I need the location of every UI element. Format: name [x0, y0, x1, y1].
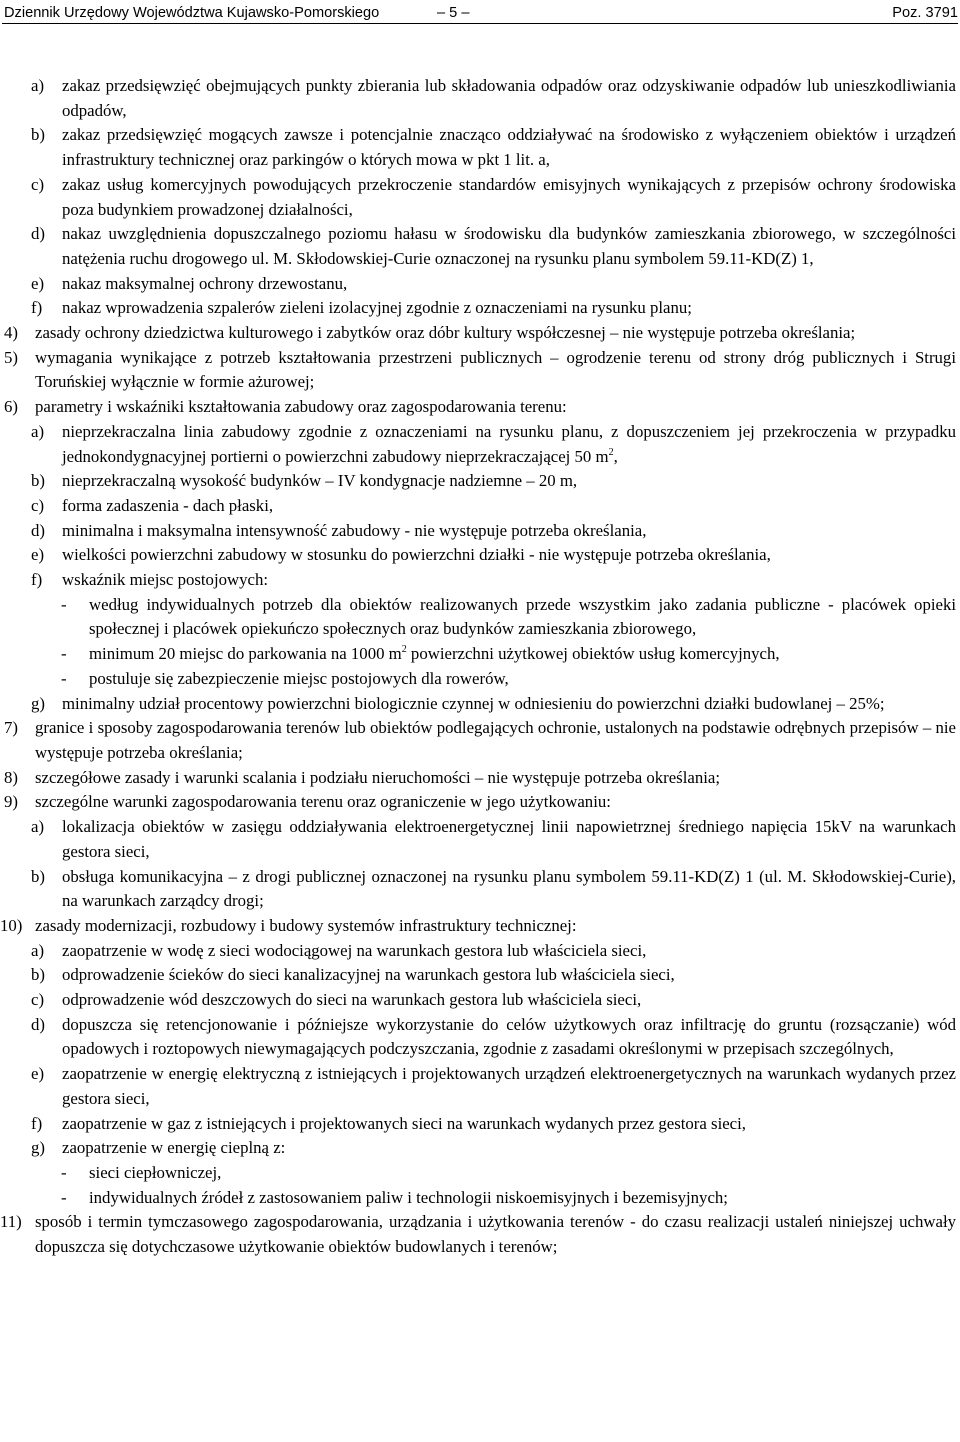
item-marker: a) — [31, 76, 45, 95]
bullet-item — [4, 1161, 956, 1186]
sub-list-item — [4, 74, 956, 123]
sub-list-item — [4, 815, 956, 864]
item-text: odprowadzenie wód deszczowych do sieci na warunkach gestora lub właściciela sieci, — [62, 990, 642, 1010]
sub-list-item — [4, 568, 956, 593]
item-text: nieprzekraczalna linia zabudowy zgodnie z oznaczeniami na rysunku planu, z dopuszczeniem jej przekroczenia w przypadku jednokondygnacyjnej portierni o powierzchni zabudowy nieprzekraczającej 50 m — [62, 421, 956, 466]
item-text: zakaz przedsięwzięć mogących zawsze i potencjalnie znacząco oddziaływać na środowisko z wyłączeniem obiektów i urządzeń infrastruktury technicznej oraz parkingów o których mowa w pkt 1 lit. a, — [62, 125, 956, 170]
sub-list-item — [4, 543, 956, 568]
sub-list-item — [4, 1062, 956, 1111]
item-marker: a) — [31, 817, 45, 837]
item-marker: e) — [31, 273, 45, 293]
item-text: lokalizacja obiektów w zasięgu oddziaływania elektroenergetycznej linii napowietrznej średniego napięcia 15kV na warunkach gestora sieci, — [62, 817, 956, 861]
item-marker: e) — [31, 545, 45, 565]
item-text: wielkości powierzchni zabudowy w stosunku do powierzchni działki - nie występuje potrzeba określania, — [62, 545, 771, 565]
item-text: zaopatrzenie w energię cieplną z: — [62, 1138, 286, 1158]
item-marker: g) — [31, 693, 45, 713]
item-text: odprowadzenie ścieków do sieci kanalizacyjnej na warunkach gestora lub właściciela sieci, — [62, 965, 675, 985]
sub-list-item — [4, 692, 956, 717]
sub-list-item — [4, 272, 956, 297]
item-text: zakaz przedsięwzięć obejmujących punkty zbierania lub składowania odpadów oraz odzyskiwanie odpadów lub unieszkodliwiania odpadów, — [62, 76, 956, 120]
item-marker: a) — [31, 940, 45, 960]
sub-list-item — [4, 1013, 956, 1062]
item-marker: - — [61, 594, 67, 614]
page-header — [4, 2, 958, 24]
sub-list-item — [4, 173, 956, 222]
item-marker: 6) — [4, 397, 18, 417]
item-marker: b) — [31, 125, 45, 145]
item-marker: d) — [31, 520, 45, 540]
item-text: szczegółowe zasady i warunki scalania i podziału nieruchomości – nie występuje potrzeba określania; — [35, 767, 720, 787]
sub-list-item — [4, 123, 956, 172]
item-text: zaopatrzenie w gaz z istniejących i projektowanych sieci na warunkach wydanych przez gestora sieci, — [62, 1113, 746, 1133]
sub-list-item — [4, 1112, 956, 1137]
bullet-item — [4, 593, 956, 642]
item-text: nakaz uwzględnienia dopuszczalnego poziomu hałasu w środowisku dla budynków zamieszkania zbiorowego, w szczególności natężenia ruchu drogowego ul. M. Skłodowskiej-Curie oznaczonej na rysunku planu symbolem 59.11-KD(Z) 1, — [62, 224, 956, 268]
list-item — [4, 321, 956, 346]
item-marker: b) — [31, 866, 45, 886]
item-marker: c) — [31, 495, 45, 515]
item-text: wymagania wynikające z potrzeb kształtowania przestrzeni publicznych – ogrodzenie terenu od strony dróg publicznych i Strugi Toruńskiej wyłącznie w formie ażurowej; — [35, 347, 956, 392]
item-text: forma zadaszenia - dach płaski, — [62, 495, 274, 515]
page-number: – 5 – — [437, 5, 470, 21]
sub-list-item — [4, 963, 956, 988]
item-text: sposób i termin tymczasowego zagospodarowania, urządzania i użytkowania terenów - do czasu realizacji ustaleń niniejszej uchwały dopuszcza się dotychczasowe użytkowanie obiektów budowlanych i terenów; — [35, 1212, 956, 1257]
item-marker: - — [61, 644, 67, 664]
item-text: według indywidualnych potrzeb dla obiektów realizowanych przede wszystkim jako zadania publiczne - placówek opieki społecznej i placówek opiekuńczo społecznych oraz budynków zamieszkania zbiorowego, — [89, 594, 956, 639]
item-text-continued: , — [613, 446, 618, 466]
bullet-item — [4, 1186, 956, 1211]
item-marker: e) — [31, 1064, 45, 1084]
item-marker: d) — [31, 1014, 45, 1034]
list-item — [4, 790, 956, 815]
list-item — [4, 346, 956, 395]
item-marker: - — [61, 1187, 67, 1207]
item-text: zakaz usług komercyjnych powodujących przekroczenie standardów emisyjnych wynikających z przepisów ochrony środowiska poza budynkiem prowadzonej działalności, — [62, 174, 956, 219]
item-marker: b) — [31, 471, 45, 491]
item-text: minimalny udział procentowy powierzchni biologicznie czynnej w odniesieniu do powierzchni działki budowlanej – 25%; — [62, 693, 885, 713]
sub-list-item — [4, 469, 956, 494]
item-text: wskaźnik miejsc postojowych: — [62, 570, 269, 590]
sub-list-item — [4, 865, 956, 914]
item-marker: 7) — [4, 718, 18, 738]
item-text: obsługa komunikacyjna – z drogi publicznej oznaczonej na rysunku planu symbolem 59.11-KD(Z) 1 (ul. M. Skłodowskiej-Curie), na warunkach zarządcy drogi; — [62, 866, 956, 911]
journal-title: Dziennik Urzędowy Województwa Kujawsko-Pomorskiego — [4, 5, 380, 21]
header-rule — [2, 23, 958, 24]
item-text-continued: powierzchni użytkowej obiektów usług komercyjnych, — [406, 644, 780, 664]
item-marker: c) — [31, 990, 45, 1010]
item-marker: b) — [31, 965, 45, 985]
item-marker: 9) — [4, 792, 18, 812]
item-marker: a) — [31, 421, 45, 441]
item-text: nakaz maksymalnej ochrony drzewostanu, — [62, 273, 348, 293]
list-item — [4, 766, 956, 791]
item-text: postuluje się zabezpieczenie miejsc postojowych dla rowerów, — [89, 668, 509, 688]
item-text: nieprzekraczalną wysokość budynków – IV kondygnacje nadziemne – 20 m, — [62, 471, 578, 491]
item-text: minimum 20 miejsc do parkowania na 1000 m — [89, 644, 402, 664]
item-text: dopuszcza się retencjonowanie i późniejsze wykorzystanie do celów użytkowych oraz infiltrację do gruntu (rozsączanie) wód opadowych i roztopowych niewymagających podczyszczania, zgodnie z zasadami określonymi w przepisach szczególnych, — [62, 1014, 956, 1059]
item-marker: d) — [31, 224, 45, 244]
list-item — [0, 914, 956, 939]
item-marker: 8) — [4, 767, 18, 787]
item-marker: 4) — [4, 323, 18, 343]
list-item — [0, 1210, 956, 1259]
item-text: zaopatrzenie w energię elektryczną z istniejących i projektowanych urządzeń elektroenergetycznych na warunkach wydanych przez gestora sieci, — [62, 1064, 956, 1108]
sub-list-item — [4, 939, 956, 964]
item-marker: - — [61, 668, 67, 688]
bullet-item — [4, 642, 956, 667]
item-text: zasady modernizacji, rozbudowy i budowy systemów infrastruktury technicznej: — [35, 915, 577, 935]
sub-list-item — [4, 296, 956, 321]
sub-list-item — [4, 1136, 956, 1161]
item-marker: 11) — [0, 1212, 22, 1232]
item-text: szczególne warunki zagospodarowania terenu oraz ograniczenie w jego użytkowaniu: — [35, 792, 611, 812]
superscript: 2 — [401, 644, 407, 656]
item-marker: 5) — [4, 347, 18, 367]
item-text: zasady ochrony dziedzictwa kulturowego i zabytków oraz dóbr kultury współczesnej – nie występuje potrzeba określania; — [35, 323, 856, 343]
item-marker: 10) — [0, 915, 23, 935]
sub-list-item — [4, 222, 956, 271]
item-marker: - — [61, 1162, 67, 1182]
item-text: sieci ciepłowniczej, — [89, 1162, 222, 1182]
item-text: parametry i wskaźniki kształtowania zabudowy oraz zagospodarowania terenu: — [35, 397, 567, 417]
document-body — [0, 74, 956, 1260]
list-item — [4, 395, 956, 420]
superscript: 2 — [608, 446, 614, 458]
item-text: minimalna i maksymalna intensywność zabudowy - nie występuje potrzeba określania, — [62, 520, 647, 540]
sub-list-item — [4, 988, 956, 1013]
item-text: granice i sposoby zagospodarowania terenów lub obiektów podlegających ochronie, ustalonych na podstawie odrębnych przepisów – nie występuje potrzeba określania; — [35, 718, 956, 762]
item-marker: f) — [31, 570, 43, 590]
item-text: indywidualnych źródeł z zastosowaniem paliw i technologii niskoemisyjnych i bezemisyjnych; — [89, 1187, 728, 1207]
position-number: Poz. 3791 — [892, 5, 958, 21]
item-text: zaopatrzenie w wodę z sieci wodociągowej na warunkach gestora lub właściciela sieci, — [62, 940, 647, 960]
item-marker: g) — [31, 1138, 45, 1158]
item-marker: f) — [31, 298, 43, 318]
bullet-item — [4, 667, 956, 692]
sub-list-item — [4, 519, 956, 544]
sub-list-item — [4, 494, 956, 519]
sub-list-item — [4, 420, 956, 469]
item-marker: f) — [31, 1113, 43, 1133]
list-item — [4, 716, 956, 765]
item-marker: c) — [31, 174, 45, 194]
item-text: nakaz wprowadzenia szpalerów zieleni izolacyjnej zgodnie z oznaczeniami na rysunku planu; — [62, 298, 692, 318]
